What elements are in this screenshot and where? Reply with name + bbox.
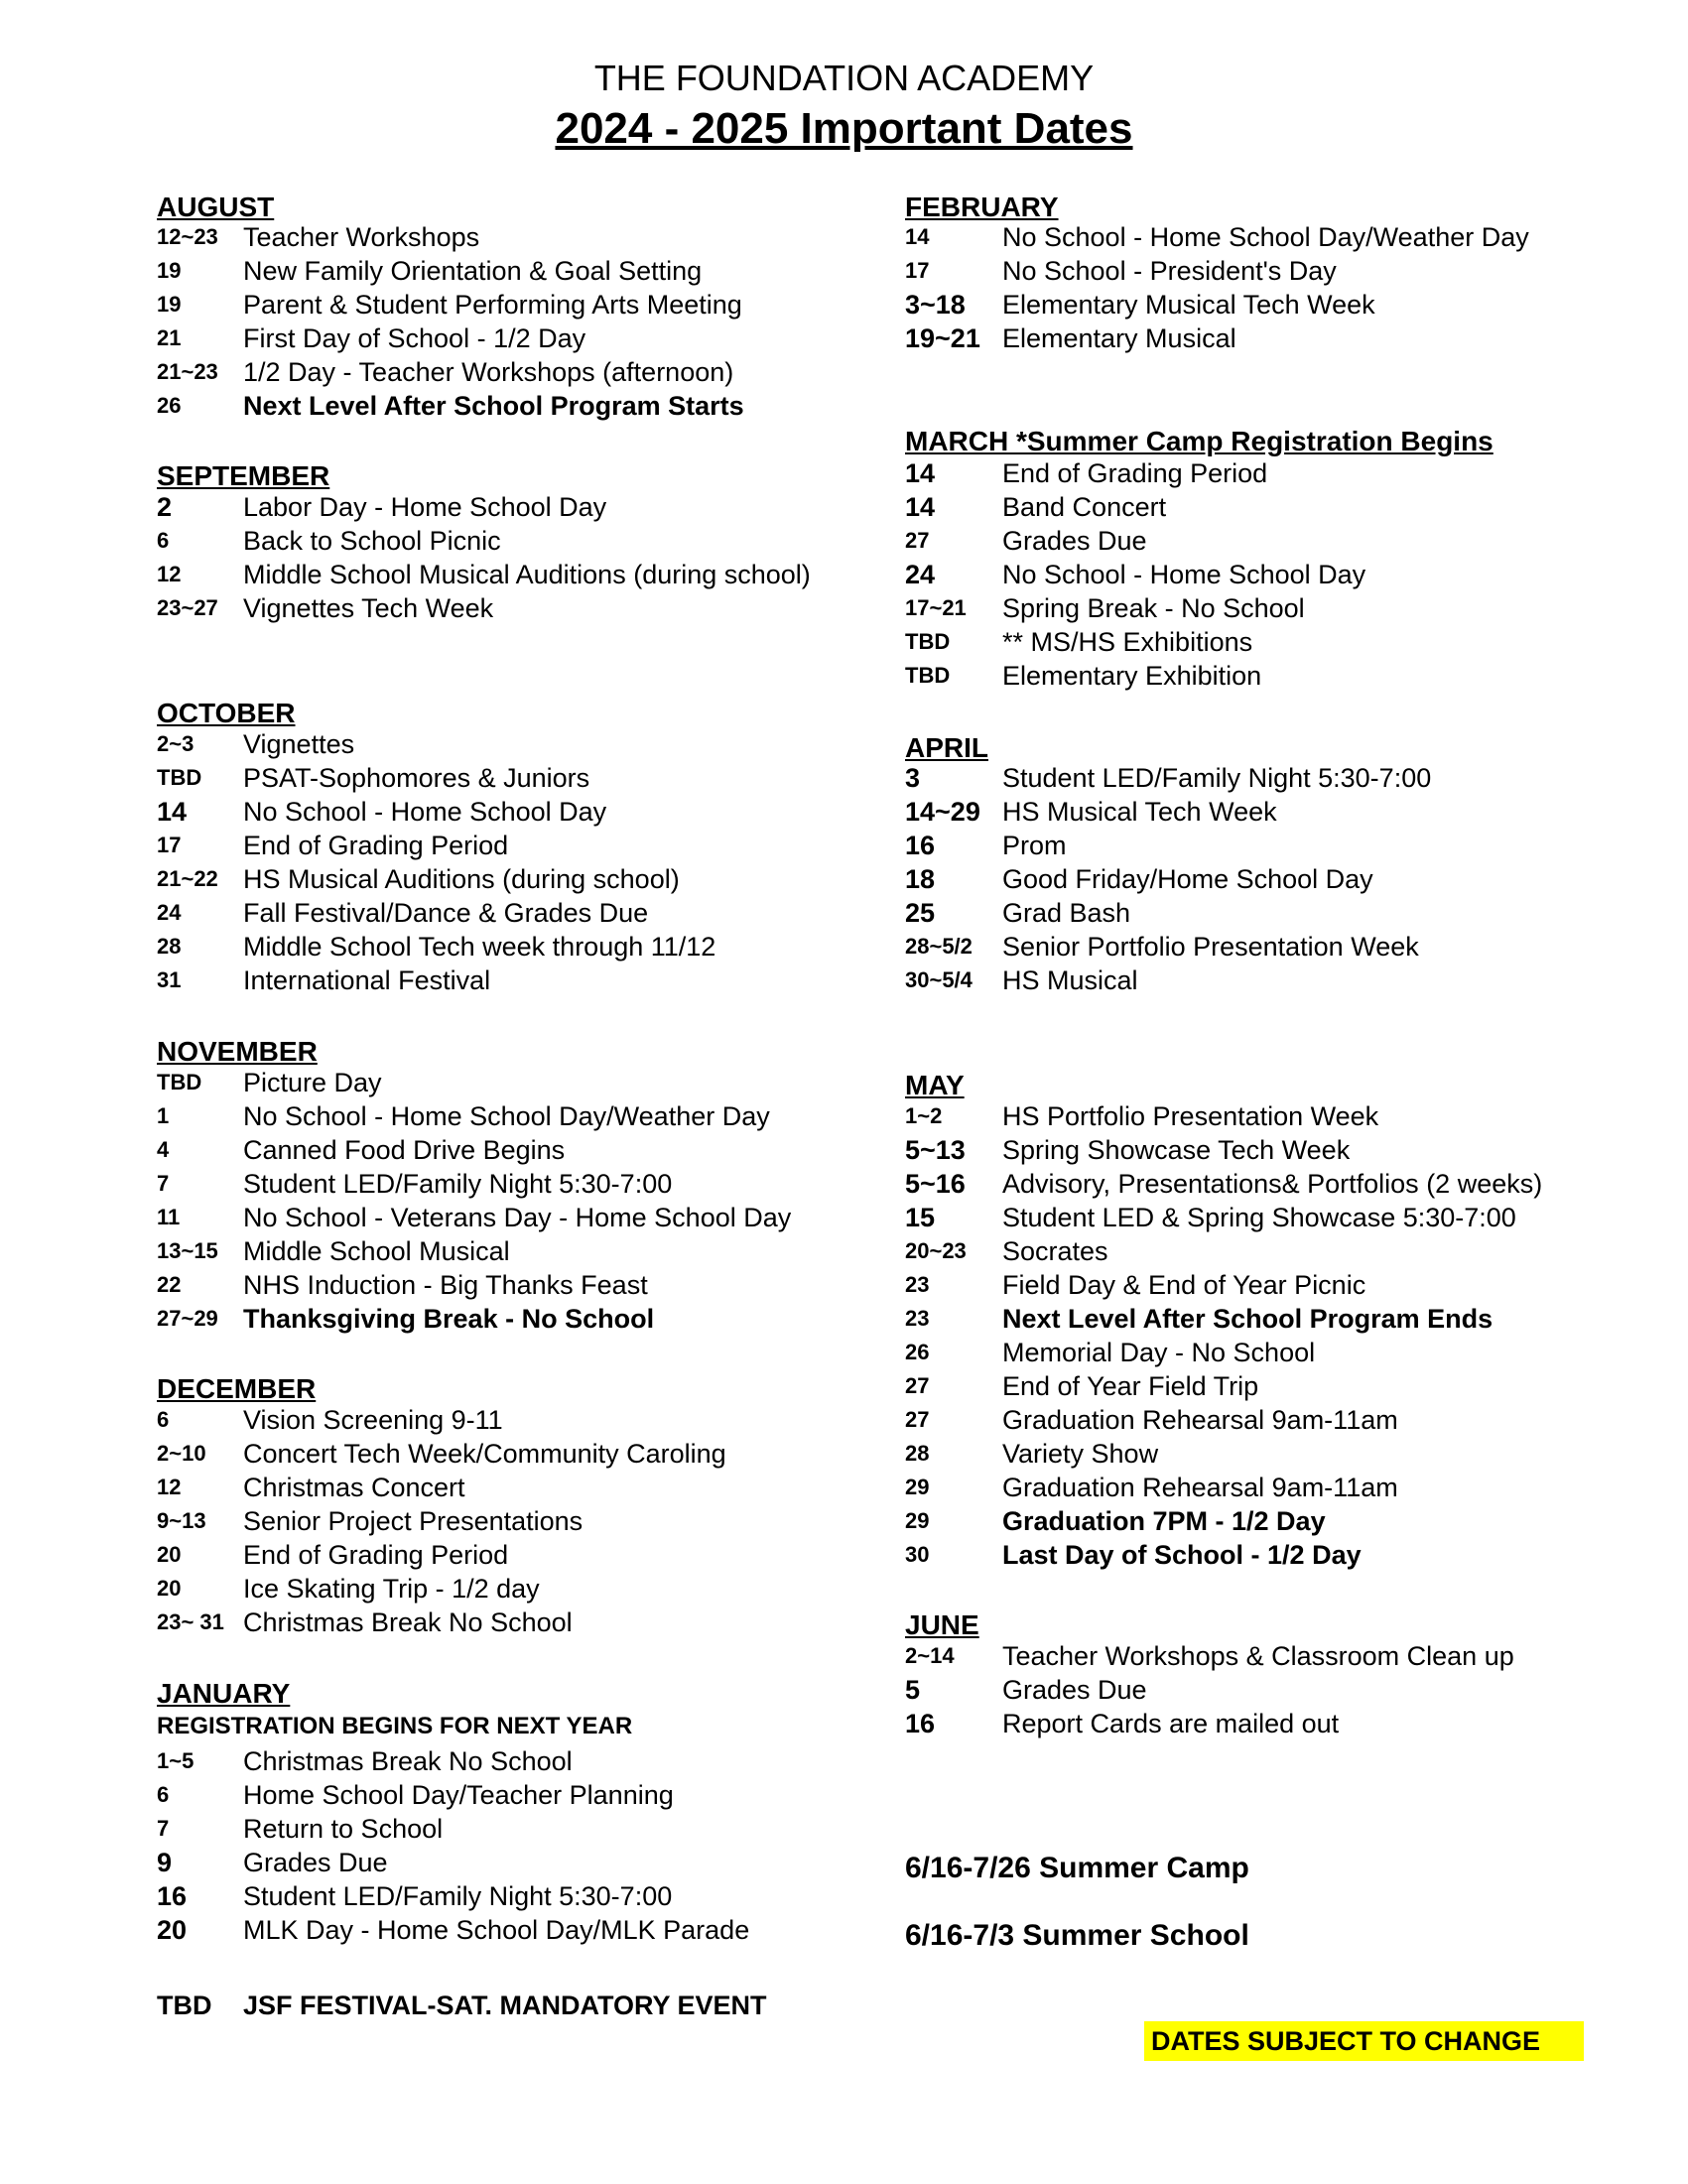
entry-date: 5~13 xyxy=(905,1135,966,1165)
month-heading-february: FEBRUARY xyxy=(905,192,1059,222)
entry-text: No School - Home School Day/Weather Day xyxy=(243,1101,770,1131)
entry-date: 14 xyxy=(905,458,936,488)
entry-date: 21~22 xyxy=(157,866,218,891)
entry-text: HS Musical xyxy=(1002,965,1138,995)
entry-date: 23~ 31 xyxy=(157,1609,224,1634)
entry-text: MLK Day - Home School Day/MLK Parade xyxy=(243,1915,750,1945)
entry-date: 24 xyxy=(157,900,182,925)
entry-date: 28~5/2 xyxy=(905,934,973,959)
entry-text: JSF FESTIVAL-SAT. MANDATORY EVENT xyxy=(243,1991,767,2020)
entry-text: Grades Due xyxy=(243,1848,388,1877)
entry-date: 23 xyxy=(905,1306,930,1331)
entry-date: 14 xyxy=(157,797,188,827)
entry-text: No School - Veterans Day - Home School Day xyxy=(243,1203,792,1232)
entry-text: Graduation Rehearsal 9am-11am xyxy=(1002,1405,1398,1435)
entry-text: Christmas Break No School xyxy=(243,1746,573,1776)
entry-text: No School - Home School Day/Weather Day xyxy=(1002,222,1529,252)
month-heading-september: SEPTEMBER xyxy=(157,460,330,491)
entry-date: 22 xyxy=(157,1272,182,1297)
entry-text: Grades Due xyxy=(1002,1675,1147,1705)
entry-date: 12 xyxy=(157,562,182,586)
document-header xyxy=(0,56,1688,157)
entry-text: Vignettes Tech Week xyxy=(243,593,494,623)
entry-date: 6 xyxy=(157,1407,170,1432)
entry-text: First Day of School - 1/2 Day xyxy=(243,323,586,353)
entry-text: Ice Skating Trip - 1/2 day xyxy=(243,1574,540,1604)
entry-date: 21~23 xyxy=(157,359,218,384)
entry-text: Spring Showcase Tech Week xyxy=(1002,1135,1351,1165)
registration-note: REGISTRATION BEGINS FOR NEXT YEAR xyxy=(157,1713,633,1739)
entry-text: Field Day & End of Year Picnic xyxy=(1002,1270,1366,1300)
month-heading-january: JANUARY xyxy=(157,1678,291,1709)
entry-text: HS Musical Tech Week xyxy=(1002,797,1277,827)
entry-date: 25 xyxy=(905,898,936,928)
entry-date: 6 xyxy=(157,1782,170,1807)
entry-text: Home School Day/Teacher Planning xyxy=(243,1780,674,1810)
entry-date: 31 xyxy=(157,967,182,992)
entry-text: No School - Home School Day xyxy=(243,797,607,827)
entry-text: 1/2 Day - Teacher Workshops (afternoon) xyxy=(243,357,734,387)
entry-date: 3~18 xyxy=(905,290,966,320)
entry-text: Student LED/Family Night 5:30-7:00 xyxy=(243,1881,673,1911)
school-name: THE FOUNDATION ACADEMY xyxy=(593,58,1095,98)
entry-date: 2~14 xyxy=(905,1643,955,1668)
entry-text: Student LED/Family Night 5:30-7:00 xyxy=(1002,763,1432,793)
entry-date: 28 xyxy=(157,934,182,959)
entry-date: 27 xyxy=(905,1373,930,1398)
entry-text: Student LED/Family Night 5:30-7:00 xyxy=(243,1169,673,1199)
entry-date: 7 xyxy=(157,1171,170,1196)
entry-date: 30 xyxy=(905,1542,930,1567)
entry-date: TBD xyxy=(905,663,951,688)
entry-text: Back to School Picnic xyxy=(243,526,501,556)
entry-text: Parent & Student Performing Arts Meeting xyxy=(243,290,742,320)
month-heading-march: MARCH *Summer Camp Registration Begins xyxy=(905,426,1493,456)
entry-date: 9 xyxy=(157,1848,173,1877)
entry-text: Socrates xyxy=(1002,1236,1108,1266)
entry-text: Advisory, Presentations& Portfolios (2 weeks) xyxy=(1002,1169,1543,1199)
entry-text: Spring Break - No School xyxy=(1002,593,1305,623)
entry-date: 24 xyxy=(905,560,936,589)
entry-text: Variety Show xyxy=(1002,1439,1159,1469)
entry-text: Good Friday/Home School Day xyxy=(1002,864,1373,894)
entry-text: PSAT-Sophomores & Juniors xyxy=(243,763,590,793)
entry-date: 12~23 xyxy=(157,224,218,249)
entry-text: No School - President's Day xyxy=(1002,256,1337,286)
month-heading-may: MAY xyxy=(905,1070,965,1100)
entry-date: 17 xyxy=(157,833,182,857)
entry-text: Grades Due xyxy=(1002,526,1147,556)
entry-date: 29 xyxy=(905,1508,930,1533)
entry-date: 19~21 xyxy=(905,323,980,353)
entry-text: Middle School Musical Auditions (during school) xyxy=(243,560,811,589)
entry-date: 15 xyxy=(905,1203,936,1232)
entry-date: 19 xyxy=(157,292,182,317)
summer-school-dates: 6/16-7/3 Summer School xyxy=(905,1919,1249,1952)
entry-text: Student LED & Spring Showcase 5:30-7:00 xyxy=(1002,1203,1516,1232)
entry-date: 26 xyxy=(905,1340,930,1364)
entry-date: 11 xyxy=(157,1205,181,1229)
entry-text: Graduation Rehearsal 9am-11am xyxy=(1002,1473,1398,1502)
entry-text: Labor Day - Home School Day xyxy=(243,492,607,522)
entry-date: 7 xyxy=(157,1816,170,1841)
entry-date: 28 xyxy=(905,1441,930,1466)
entry-date: 17~21 xyxy=(905,595,967,620)
entry-date: 2 xyxy=(157,492,173,522)
jsf-festival-entry xyxy=(157,1989,767,2022)
entry-date: 13~15 xyxy=(157,1238,218,1263)
dates-subject-to-change-banner: DATES SUBJECT TO CHANGE xyxy=(1144,2021,1584,2061)
entry-date: 2~10 xyxy=(157,1441,206,1466)
entry-text: Report Cards are mailed out xyxy=(1002,1709,1340,1738)
entry-text: No School - Home School Day xyxy=(1002,560,1366,589)
entry-date: 12 xyxy=(157,1475,182,1499)
entry-text: End of Year Field Trip xyxy=(1002,1371,1259,1401)
entry-date: 14~29 xyxy=(905,797,980,827)
entry-text: Memorial Day - No School xyxy=(1002,1338,1316,1367)
entry-date: 1~2 xyxy=(905,1103,943,1128)
entry-date: 30~5/4 xyxy=(905,967,973,992)
entry-date: 14 xyxy=(905,224,930,249)
entry-text: Middle School Tech week through 11/12 xyxy=(243,932,716,962)
document-title: 2024 - 2025 Important Dates xyxy=(555,104,1133,153)
entry-date: 16 xyxy=(157,1881,188,1911)
entry-text: Picture Day xyxy=(243,1068,382,1097)
entry-date: TBD xyxy=(905,629,951,654)
entry-date: 1~5 xyxy=(157,1748,195,1773)
entry-date: 2~3 xyxy=(157,731,195,756)
entry-date: 16 xyxy=(905,831,936,860)
entry-date: 20 xyxy=(157,1576,182,1601)
entry-text: End of Grading Period xyxy=(1002,458,1268,488)
entry-text: Return to School xyxy=(243,1814,444,1844)
entry-date: 5 xyxy=(905,1675,921,1705)
month-heading-june: JUNE xyxy=(905,1609,979,1640)
entry-date: 9~13 xyxy=(157,1508,206,1533)
entry-text: HS Musical Auditions (during school) xyxy=(243,864,680,894)
month-heading-october: OCTOBER xyxy=(157,698,296,728)
entry-date: 14 xyxy=(905,492,936,522)
entry-date: TBD xyxy=(157,1070,202,1094)
entry-text: Teacher Workshops & Classroom Clean up xyxy=(1002,1641,1514,1671)
entry-text: Grad Bash xyxy=(1002,898,1131,928)
entry-date: 27~29 xyxy=(157,1306,218,1331)
entry-date: 1 xyxy=(157,1103,170,1128)
month-heading-december: DECEMBER xyxy=(157,1373,317,1404)
entry-text: Christmas Break No School xyxy=(243,1607,573,1637)
entry-text: Middle School Musical xyxy=(243,1236,510,1266)
entry-text: Canned Food Drive Begins xyxy=(243,1135,566,1165)
entry-date: 29 xyxy=(905,1475,930,1499)
entry-date: TBD xyxy=(157,1991,212,2020)
entry-date: 27 xyxy=(905,528,930,553)
entry-text: Prom xyxy=(1002,831,1067,860)
entry-text: Senior Portfolio Presentation Week xyxy=(1002,932,1419,962)
entry-text: Senior Project Presentations xyxy=(243,1506,584,1536)
entry-date: 23~27 xyxy=(157,595,218,620)
entry-date: 19 xyxy=(157,258,182,283)
entry-date: 17 xyxy=(905,258,930,283)
entry-date: TBD xyxy=(157,765,202,790)
entry-date: 26 xyxy=(157,393,182,418)
entry-text: Christmas Concert xyxy=(243,1473,465,1502)
entry-date: 20~23 xyxy=(905,1238,967,1263)
entry-date: 6 xyxy=(157,528,170,553)
entry-text: Elementary Musical xyxy=(1002,323,1236,353)
entry-date: 5~16 xyxy=(905,1169,966,1199)
month-heading-november: NOVEMBER xyxy=(157,1036,318,1067)
entry-text: Last Day of School - 1/2 Day xyxy=(1002,1540,1362,1570)
entry-date: 23 xyxy=(905,1272,930,1297)
entry-text: Elementary Musical Tech Week xyxy=(1002,290,1375,320)
entry-text: NHS Induction - Big Thanks Feast xyxy=(243,1270,648,1300)
entry-text: Teacher Workshops xyxy=(243,222,480,252)
entry-date: 3 xyxy=(905,763,921,793)
entry-text: End of Grading Period xyxy=(243,831,509,860)
summer-camp-dates: 6/16-7/26 Summer Camp xyxy=(905,1852,1249,1884)
month-heading-april: APRIL xyxy=(905,732,988,763)
entry-text: Next Level After School Program Ends xyxy=(1002,1304,1493,1334)
entry-text: Concert Tech Week/Community Caroling xyxy=(243,1439,726,1469)
entry-text: Band Concert xyxy=(1002,492,1167,522)
entry-date: 20 xyxy=(157,1542,182,1567)
entry-text: International Festival xyxy=(243,965,491,995)
entry-date: 21 xyxy=(157,325,182,350)
entry-text: Fall Festival/Dance & Grades Due xyxy=(243,898,649,928)
entry-text: Graduation 7PM - 1/2 Day xyxy=(1002,1506,1326,1536)
entry-text: ** MS/HS Exhibitions xyxy=(1002,627,1253,657)
entry-date: 27 xyxy=(905,1407,930,1432)
entry-text: Thanksgiving Break - No School xyxy=(243,1304,655,1334)
entry-text: HS Portfolio Presentation Week xyxy=(1002,1101,1379,1131)
entry-text: New Family Orientation & Goal Setting xyxy=(243,256,703,286)
entry-text: Vision Screening 9-11 xyxy=(243,1405,503,1435)
month-heading-august: AUGUST xyxy=(157,192,275,222)
entry-date: 20 xyxy=(157,1915,188,1945)
entry-date: 18 xyxy=(905,864,936,894)
entry-text: End of Grading Period xyxy=(243,1540,509,1570)
entry-text: Vignettes xyxy=(243,729,355,759)
entry-text: Elementary Exhibition xyxy=(1002,661,1262,691)
entry-date: 16 xyxy=(905,1709,936,1738)
entry-text: Next Level After School Program Starts xyxy=(243,391,744,421)
entry-date: 4 xyxy=(157,1137,170,1162)
